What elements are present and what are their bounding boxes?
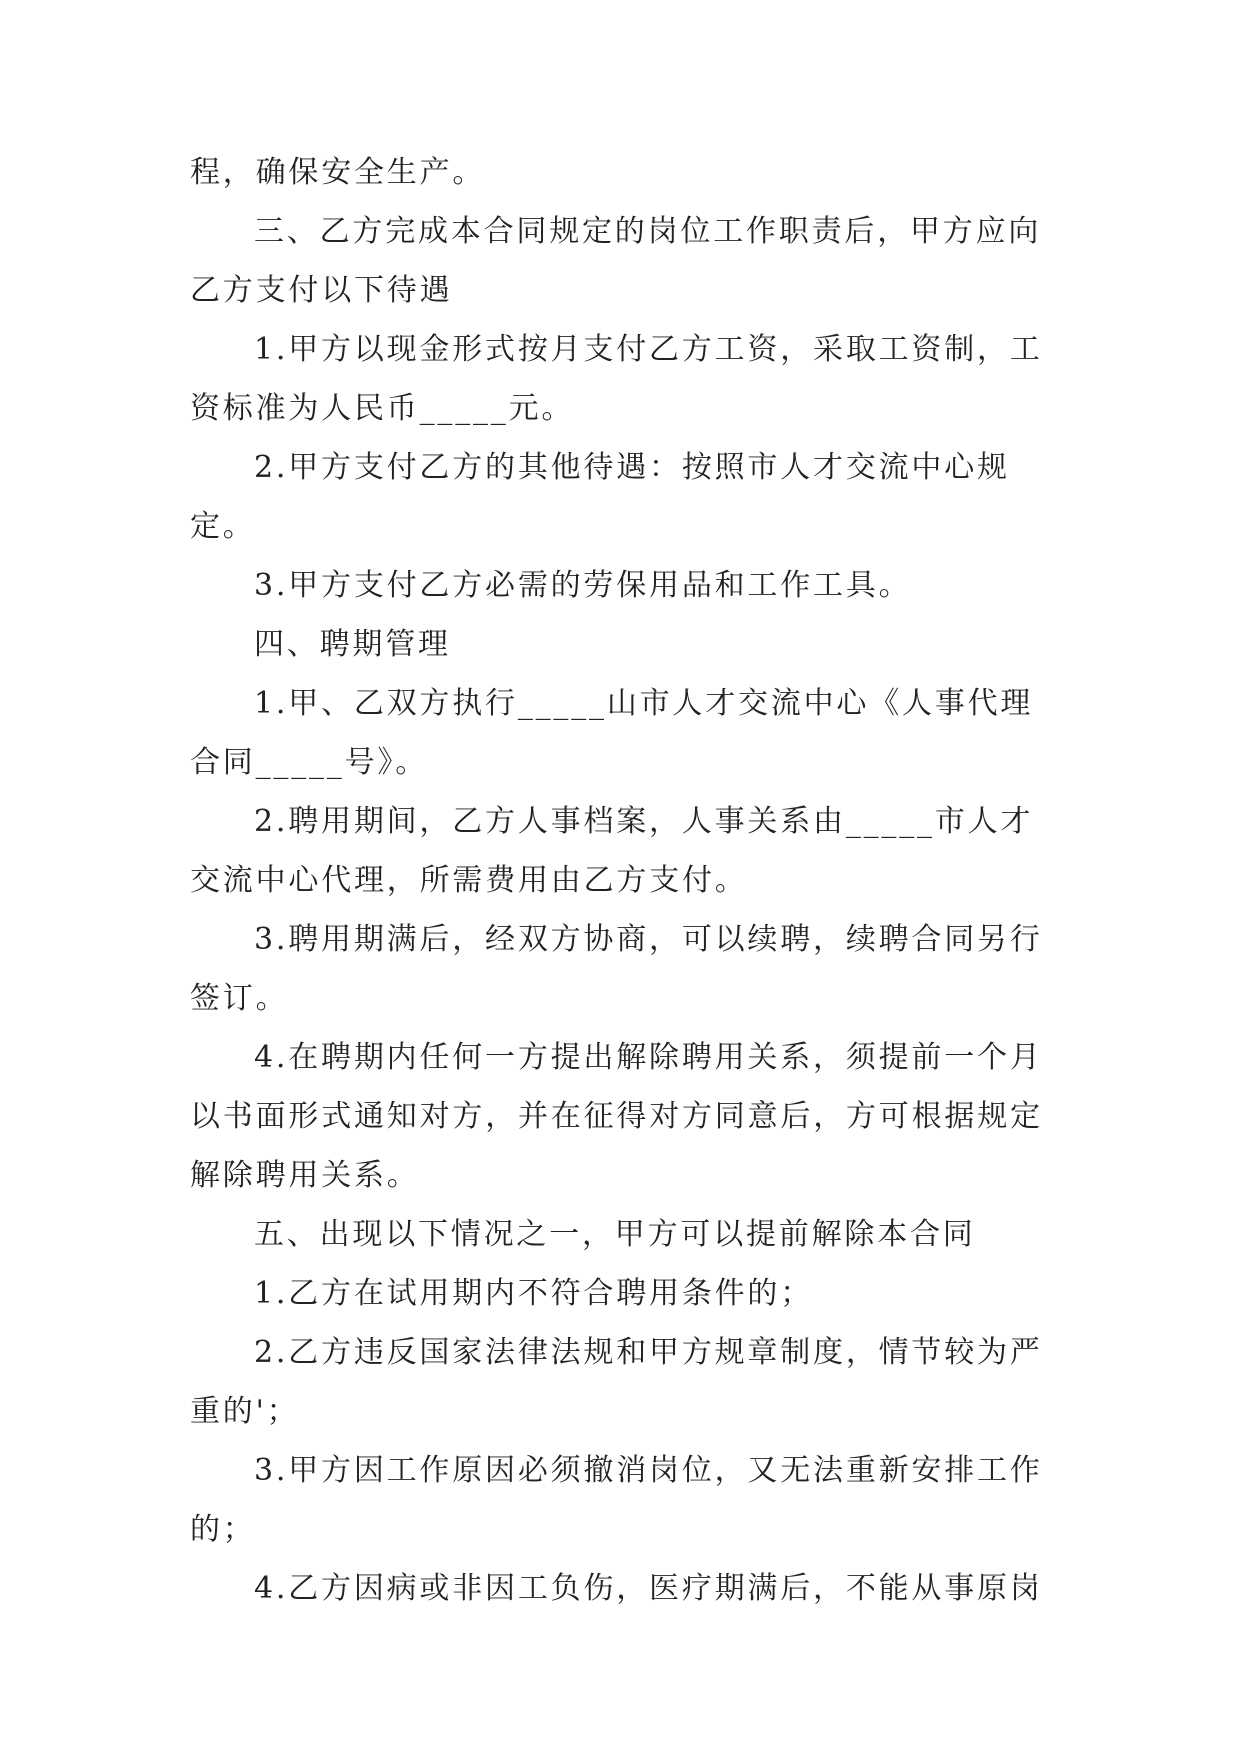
section-heading: 五、出现以下情况之一，甲方可以提前解除本合同 <box>254 1217 976 1252</box>
list-item: 2.聘用期间，乙方人事档案，人事关系由_____市人才交流中心代理，所需费用由乙方支付。 <box>190 804 1034 898</box>
list-item: 3.聘用期满后，经双方协商，可以续聘，续聘合同另行签订。 <box>190 922 1043 1016</box>
list-item: 1.乙方在试用期内不符合聘用条件的； <box>254 1276 814 1311</box>
list-item: 4.在聘期内任何一方提出解除聘用关系，须提前一个月以书面形式通知对方，并在征得对方同意后，方可根据规定解除聘用关系。 <box>190 1040 1043 1193</box>
list-item: 1.甲方以现金形式按月支付乙方工资，采取工资制，工资标准为人民币_____元。 <box>190 332 1043 426</box>
section-heading: 四、聘期管理 <box>254 627 451 662</box>
paragraph: 程，确保安全生产。 <box>190 155 486 190</box>
document-page <box>190 143 1050 1618</box>
section-heading: 三、乙方完成本合同规定的岗位工作职责后，甲方应向乙方支付以下待遇 <box>190 214 1042 308</box>
list-item: 2.甲方支付乙方的其他待遇：按照市人才交流中心规定。 <box>190 450 1010 544</box>
list-item: 3.甲方支付乙方必需的劳保用品和工作工具。 <box>254 568 912 603</box>
list-item: 4.乙方因病或非因工负伤，医疗期满后，不能从事原岗 <box>254 1571 1043 1606</box>
list-item: 3.甲方因工作原因必须撤消岗位，又无法重新安排工作的； <box>190 1453 1043 1547</box>
list-item: 1.甲、乙双方执行_____山市人才交流中心《人事代理合同_____号》。 <box>190 686 1034 780</box>
list-item: 2.乙方违反国家法律法规和甲方规章制度，情节较为严重的'； <box>190 1335 1043 1429</box>
